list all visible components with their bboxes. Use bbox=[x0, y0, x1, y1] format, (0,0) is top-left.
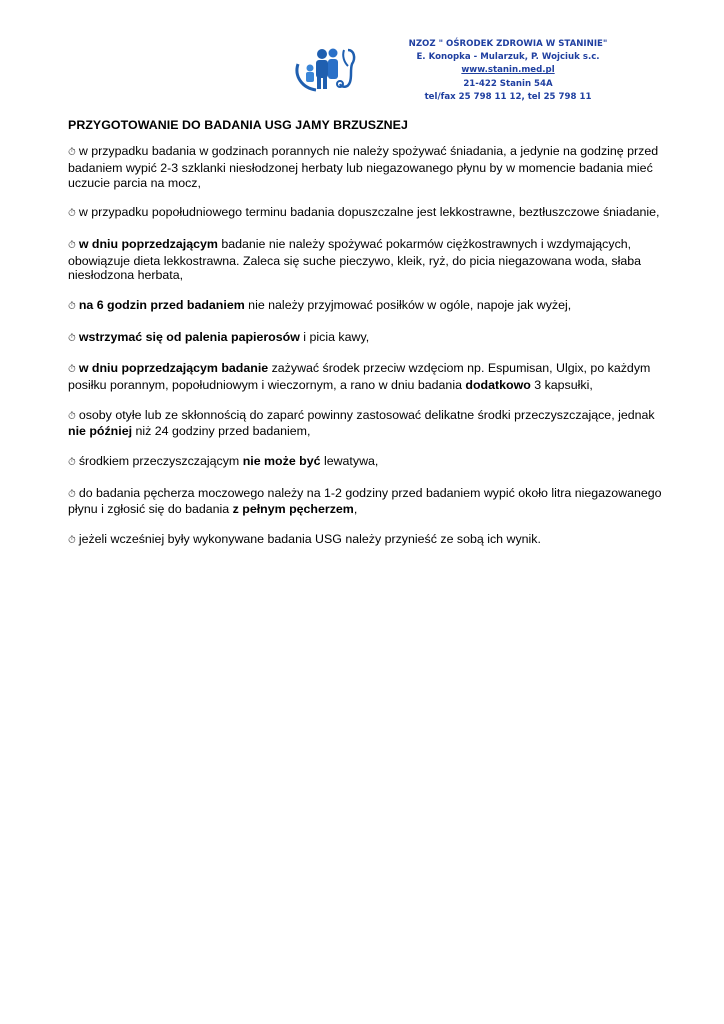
clinic-header bbox=[388, 38, 628, 104]
instruction-item bbox=[68, 298, 668, 315]
instructions-list bbox=[68, 144, 668, 564]
instruction-item bbox=[68, 330, 668, 347]
instruction-text: w przypadku popołudniowego terminu badania dopuszczalne jest lekkostrawne, beztłuszczowe śniadanie, bbox=[78, 205, 660, 220]
instruction-text: osoby otyłe lub ze skłonnością do zaparć powinny zastosować delikatne środki przeczyszczające, jednak bbox=[78, 407, 655, 422]
clock-icon: ⏱ bbox=[68, 534, 76, 546]
instruction-emphasis: nie później bbox=[68, 424, 133, 439]
clinic-phone: tel/fax 25 798 11 12, tel 25 798 11 bbox=[424, 91, 592, 102]
instruction-emphasis: w dniu poprzedzającym bbox=[78, 236, 218, 251]
clock-icon: ⏱ bbox=[68, 300, 76, 312]
instruction-item bbox=[68, 205, 668, 222]
instruction-item bbox=[68, 454, 668, 471]
instruction-text: jeżeli wcześniej były wykonywane badania USG należy przynieść ze sobą ich wynik. bbox=[78, 531, 541, 546]
clinic-logo-icon bbox=[292, 44, 364, 94]
instruction-text: i picia kawy, bbox=[299, 329, 370, 344]
instruction-item bbox=[68, 408, 668, 440]
clinic-owners: E. Konopka - Mularzuk, P. Wojciuk s.c. bbox=[416, 52, 600, 63]
instruction-emphasis: z pełnym pęcherzem bbox=[232, 502, 354, 517]
instruction-item bbox=[68, 532, 668, 549]
clock-icon: ⏱ bbox=[68, 208, 76, 220]
clock-icon: ⏱ bbox=[68, 147, 76, 158]
clinic-name: NZOZ " OŚRODEK ZDROWIA W STANINIE" bbox=[408, 39, 608, 49]
document-title: PRZYGOTOWANIE DO BADANIA USG JAMY BRZUSZNEJ bbox=[68, 118, 408, 132]
instruction-item bbox=[68, 237, 668, 283]
clinic-address: 21-422 Stanin 54A bbox=[463, 78, 553, 89]
instruction-item bbox=[68, 144, 668, 190]
clock-icon: ⏱ bbox=[68, 488, 76, 500]
instruction-item bbox=[68, 361, 668, 393]
clock-icon: ⏱ bbox=[68, 410, 76, 422]
instruction-text: , bbox=[353, 502, 358, 517]
instruction-item bbox=[68, 486, 668, 518]
clinic-website-link[interactable]: www.stanin.med.pl bbox=[461, 65, 555, 76]
instruction-text: środkiem przeczyszczającym bbox=[78, 453, 243, 468]
instruction-text: w przypadku badania w godzinach porannych nie należy spożywać śniadania, a jedynie na godzinę przed badaniem wypić 2-3 szklanki niesłodzonej herbaty lub niegazowanego płynu by w momencie badania mieć uczucie parcia na mocz, bbox=[68, 144, 659, 190]
instruction-text: badanie nie należy spożywać pokarmów ciężkostrawnych i wzdymających, obowiązuje dieta lekkostrawna. Zaleca się suche pieczywo, kleik, ryż, do picia niegazowana woda, słaba niesłodzona herbata, bbox=[68, 236, 642, 283]
instruction-text: zażywać środek przeciw wzdęciom np. Espumisan, Ulgix, po każdym posiłku porannym, popołudniowym i wieczornym, a rano w dniu badania bbox=[68, 361, 651, 392]
instruction-emphasis: wstrzymać się od palenia papierosów bbox=[78, 329, 300, 344]
instruction-text: niż 24 godziny przed badaniem, bbox=[132, 424, 311, 439]
clock-icon: ⏱ bbox=[68, 239, 76, 251]
instruction-emphasis: na 6 godzin przed badaniem bbox=[78, 297, 245, 312]
instruction-text: 3 kapsułki, bbox=[530, 377, 593, 392]
instruction-text: do badania pęcherza moczowego należy na 1-2 godziny przed badaniem wypić około litra niegazowanego płynu i zgłosić się do badania bbox=[68, 485, 662, 517]
clock-icon: ⏱ bbox=[68, 364, 76, 376]
clock-icon: ⏱ bbox=[68, 332, 76, 344]
instruction-emphasis: nie może być bbox=[242, 453, 321, 468]
clock-icon: ⏱ bbox=[68, 456, 76, 468]
instruction-emphasis: dodatkowo bbox=[465, 377, 531, 392]
instruction-text: lewatywa, bbox=[320, 453, 379, 468]
instruction-text: nie należy przyjmować posiłków w ogóle, napoje jak wyżej, bbox=[244, 297, 572, 312]
instruction-emphasis: w dniu poprzedzającym badanie bbox=[78, 361, 269, 376]
